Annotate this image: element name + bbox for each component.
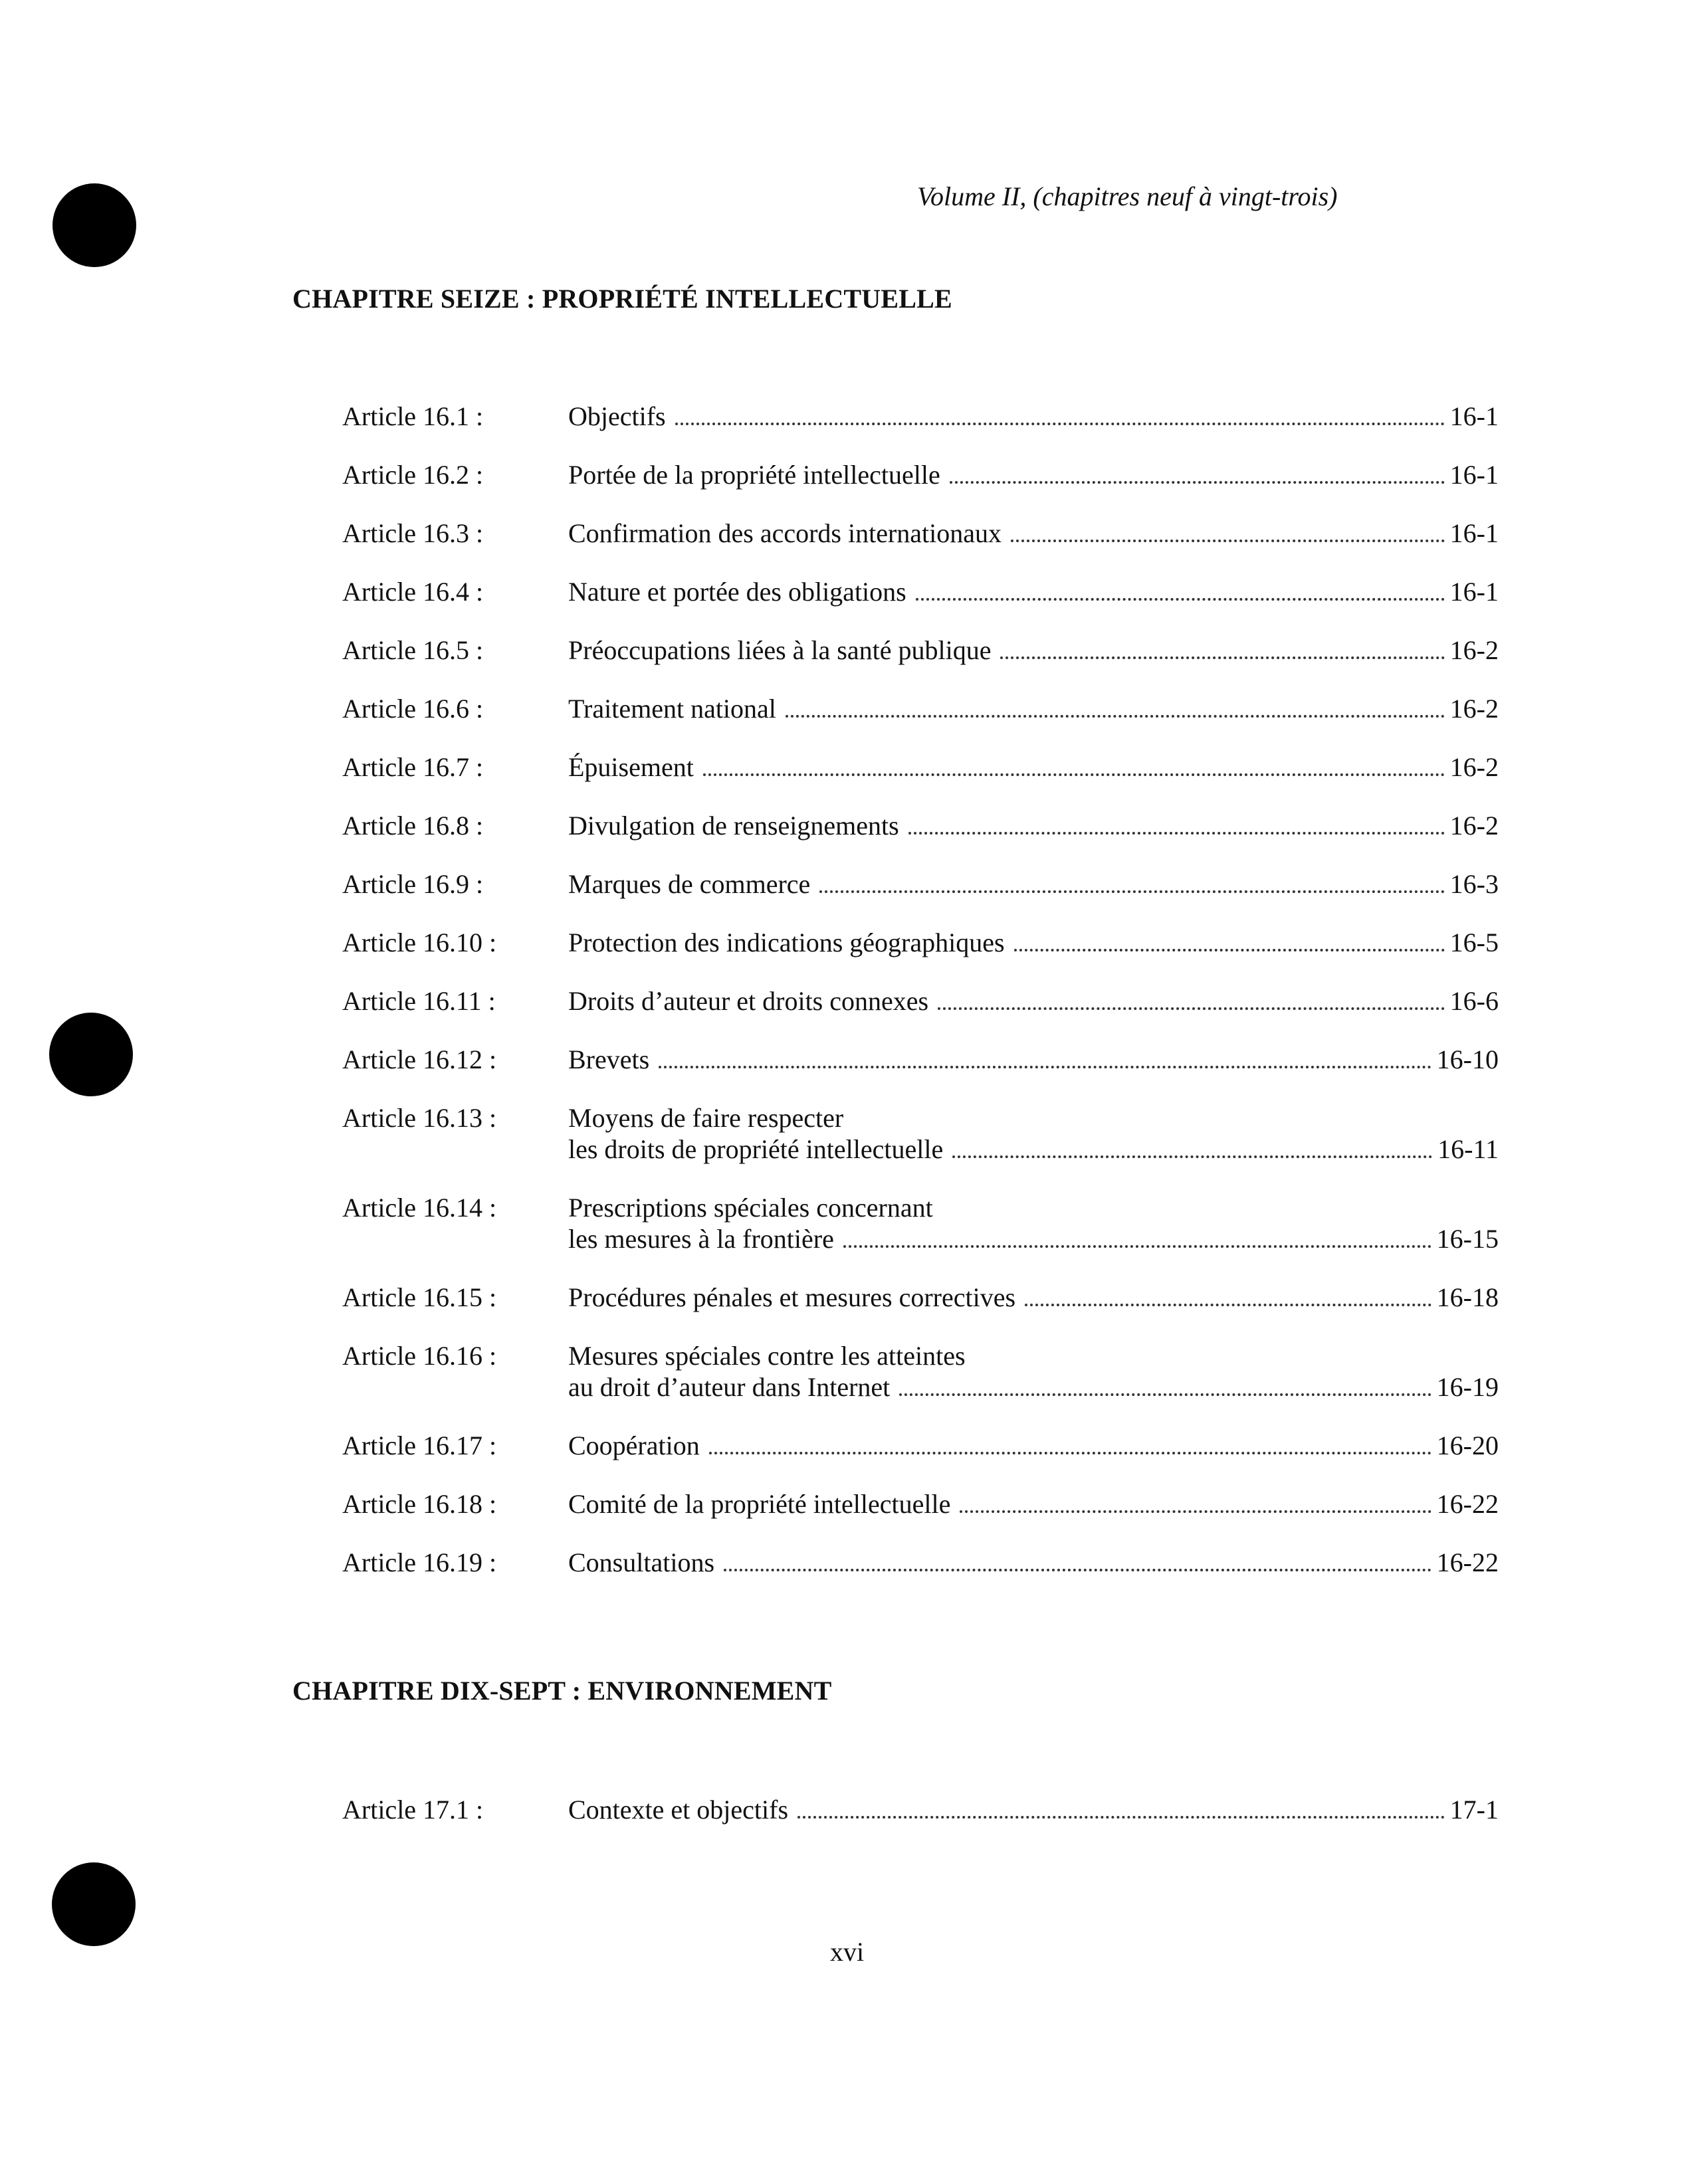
toc-entry-body <box>568 1488 1499 1520</box>
toc-entry-line <box>568 459 1499 490</box>
toc-entry <box>342 693 1499 724</box>
toc-entry-line <box>568 868 1499 900</box>
toc-entry-body <box>568 401 1499 432</box>
toc-entry <box>342 1340 1499 1403</box>
toc-entry-line <box>568 401 1499 432</box>
toc-entry <box>342 1044 1499 1075</box>
article-label: Article 16.2 : <box>342 460 484 490</box>
dot-leader <box>899 1393 1431 1396</box>
page-reference: 17-1 <box>1449 1795 1499 1825</box>
dot-leader <box>950 481 1445 484</box>
toc-entry-body <box>568 576 1499 607</box>
article-title: Préoccupations liées à la santé publique <box>568 635 992 665</box>
article-title: Coopération <box>568 1431 700 1460</box>
article-title: Traitement national <box>568 694 776 724</box>
article-label: Article 16.16 : <box>342 1341 497 1371</box>
page-reference: 16-2 <box>1449 752 1499 782</box>
dot-leader <box>938 1007 1445 1010</box>
article-label: Article 16.5 : <box>342 635 484 665</box>
article-title: les droits de propriété intellectuelle <box>568 1134 944 1164</box>
article-title-line1: Moyens de faire respecter <box>568 1103 844 1133</box>
article-label: Article 16.7 : <box>342 752 484 782</box>
toc-entry <box>342 868 1499 900</box>
article-title: Consultations <box>568 1547 715 1577</box>
dot-leader <box>703 773 1445 776</box>
toc-entry <box>342 1430 1499 1461</box>
article-label: Article 16.3 : <box>342 518 484 548</box>
toc-entry <box>342 401 1499 432</box>
toc-entry-line <box>568 693 1499 724</box>
toc-entry <box>342 518 1499 549</box>
page-reference: 16-22 <box>1436 1489 1499 1519</box>
article-label: Article 17.1 : <box>342 1795 484 1825</box>
article-label: Article 16.9 : <box>342 869 484 899</box>
page-reference: 16-1 <box>1449 577 1499 607</box>
article-label: Article 16.11 : <box>342 986 496 1016</box>
dot-leader <box>797 1816 1445 1819</box>
toc-entry-line <box>568 1547 1499 1578</box>
article-title: Objectifs <box>568 401 666 431</box>
toc-entry-line <box>568 1044 1499 1075</box>
toc-entry-body <box>568 1282 1499 1313</box>
toc-entry <box>342 1282 1499 1313</box>
toc-entry-line <box>568 927 1499 958</box>
toc-list <box>342 1794 1499 1825</box>
page-reference: 16-1 <box>1449 401 1499 431</box>
toc-entry-body <box>568 1044 1499 1075</box>
toc-entry-line <box>568 1282 1499 1313</box>
running-header: Volume II, (chapitres neuf à vingt-trois) <box>917 181 1338 211</box>
article-title: Comité de la propriété intellectuelle <box>568 1489 951 1519</box>
article-label: Article 16.14 : <box>342 1193 497 1223</box>
binder-hole <box>52 1862 136 1946</box>
toc-entry-body <box>568 927 1499 958</box>
article-title: Protection des indications géographiques <box>568 928 1005 957</box>
dot-leader <box>675 423 1445 425</box>
dot-leader <box>724 1569 1431 1571</box>
dot-leader <box>819 890 1444 893</box>
toc-entry-line <box>568 635 1499 666</box>
binder-hole <box>49 1013 133 1096</box>
article-label: Article 16.17 : <box>342 1431 497 1460</box>
toc-entry-body <box>568 1430 1499 1461</box>
article-title: les mesures à la frontière <box>568 1224 834 1254</box>
page-reference: 16-2 <box>1449 694 1499 724</box>
binder-hole <box>53 183 136 267</box>
article-title: Marques de commerce <box>568 869 811 899</box>
page-reference: 16-11 <box>1437 1134 1499 1164</box>
article-title-line1: Prescriptions spéciales concernant <box>568 1193 933 1223</box>
toc-list <box>342 401 1499 1578</box>
article-label: Article 16.8 : <box>342 811 484 841</box>
page-number: xvi <box>829 1937 865 1967</box>
dot-leader <box>960 1510 1431 1513</box>
page-reference: 16-20 <box>1436 1431 1499 1460</box>
toc-entry <box>342 810 1499 841</box>
toc-entry-line <box>568 1488 1499 1520</box>
page-reference: 16-3 <box>1449 869 1499 899</box>
page-reference: 16-2 <box>1449 811 1499 841</box>
toc-entry <box>342 1102 1499 1165</box>
toc-entry-body <box>568 1102 1499 1165</box>
dot-leader <box>843 1245 1431 1248</box>
page-reference: 16-1 <box>1449 460 1499 490</box>
page-reference: 16-18 <box>1436 1282 1499 1312</box>
toc-entry <box>342 459 1499 490</box>
toc-entry-line <box>568 518 1499 549</box>
dot-leader <box>1025 1304 1431 1306</box>
toc-entry <box>342 576 1499 607</box>
toc-entry-body <box>568 1547 1499 1578</box>
toc-entry <box>342 635 1499 666</box>
chapter-title: CHAPITRE SEIZE : PROPRIÉTÉ INTELLECTUELLE <box>292 284 952 314</box>
article-title: Épuisement <box>568 752 694 782</box>
toc-entry <box>342 1547 1499 1578</box>
article-title: Nature et portée des obligations <box>568 577 906 607</box>
article-label: Article 16.13 : <box>342 1103 497 1133</box>
page-reference: 16-10 <box>1436 1044 1499 1074</box>
page-reference: 16-5 <box>1449 928 1499 957</box>
toc-entry-line <box>568 1794 1499 1825</box>
article-label: Article 16.1 : <box>342 401 484 431</box>
article-title: Confirmation des accords internationaux <box>568 518 1002 548</box>
dot-leader <box>1014 949 1445 951</box>
toc-entry-body <box>568 868 1499 900</box>
page-reference: 16-6 <box>1449 986 1499 1016</box>
article-title: Divulgation de renseignements <box>568 811 899 841</box>
toc-entry-body <box>568 518 1499 549</box>
article-title: Procédures pénales et mesures correctives <box>568 1282 1016 1312</box>
article-title: Contexte et objectifs <box>568 1795 789 1825</box>
toc-entry <box>342 1192 1499 1254</box>
toc-entry <box>342 1794 1499 1825</box>
toc-entry-body <box>568 985 1499 1017</box>
toc-entry-body <box>568 1340 1499 1403</box>
dot-leader <box>952 1155 1432 1158</box>
toc-entry-line <box>568 1223 1499 1254</box>
toc-entry-line <box>568 810 1499 841</box>
toc-entry <box>342 1488 1499 1520</box>
dot-leader <box>908 832 1445 835</box>
toc-entry-line <box>568 1134 1499 1165</box>
toc-entry-line <box>568 1430 1499 1461</box>
dot-leader <box>1000 656 1444 659</box>
page-reference: 16-19 <box>1436 1372 1499 1402</box>
page-reference: 16-1 <box>1449 518 1499 548</box>
article-label: Article 16.12 : <box>342 1044 497 1074</box>
article-title: Droits d’auteur et droits connexes <box>568 986 929 1016</box>
toc-entry <box>342 927 1499 958</box>
article-label: Article 16.6 : <box>342 694 484 724</box>
page-reference: 16-22 <box>1436 1547 1499 1577</box>
chapter-title: CHAPITRE DIX-SEPT : ENVIRONNEMENT <box>292 1676 832 1706</box>
toc-entry-line <box>568 751 1499 783</box>
article-title-line1: Mesures spéciales contre les atteintes <box>568 1341 966 1371</box>
article-label: Article 16.18 : <box>342 1489 497 1519</box>
toc-entry-body <box>568 693 1499 724</box>
dot-leader <box>916 598 1445 601</box>
toc-entry-body <box>568 459 1499 490</box>
dot-leader <box>1011 540 1445 542</box>
toc-entry-body <box>568 1192 1499 1254</box>
article-title: Brevets <box>568 1044 650 1074</box>
article-title: Portée de la propriété intellectuelle <box>568 460 940 490</box>
article-label: Article 16.10 : <box>342 928 497 957</box>
toc-entry-line <box>568 576 1499 607</box>
article-label: Article 16.15 : <box>342 1282 497 1312</box>
toc-entry-line <box>568 985 1499 1017</box>
toc-entry-body <box>568 810 1499 841</box>
toc-entry <box>342 985 1499 1017</box>
toc-entry <box>342 751 1499 783</box>
toc-entry-body <box>568 751 1499 783</box>
toc-entry-body <box>568 1794 1499 1825</box>
dot-leader <box>709 1452 1431 1454</box>
dot-leader <box>659 1066 1431 1068</box>
article-label: Article 16.19 : <box>342 1547 497 1577</box>
toc-entry-body <box>568 635 1499 666</box>
page-reference: 16-2 <box>1449 635 1499 665</box>
dot-leader <box>786 715 1445 718</box>
article-title: au droit d’auteur dans Internet <box>568 1372 891 1402</box>
article-label: Article 16.4 : <box>342 577 484 607</box>
toc-entry-line <box>568 1371 1499 1403</box>
page-reference: 16-15 <box>1436 1224 1499 1254</box>
